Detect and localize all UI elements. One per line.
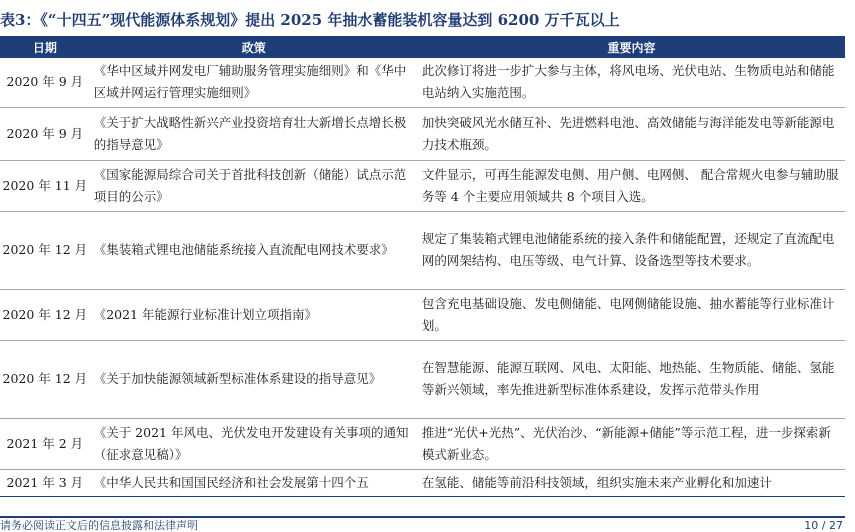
row-content: 规定了集装箱式锂电池储能系统的接入条件和储能配置，还规定了直流配电网的网架结构、电压等级、电气计算、设备选型等技术要求。 bbox=[418, 211, 845, 289]
row-date: 2020 年 12 月 bbox=[0, 340, 90, 418]
table-row bbox=[0, 211, 845, 289]
header-date: 日期 bbox=[0, 36, 90, 58]
row-date: 2021 年 2 月 bbox=[0, 418, 90, 469]
row-policy: 《华中区域并网发电厂辅助服务管理实施细则》和《华中区域并网运行管理实施细则》 bbox=[90, 58, 418, 107]
disclaimer-note: 请务必阅读正文后的信息披露和法律声明 bbox=[0, 519, 198, 532]
row-date: 2020 年 12 月 bbox=[0, 289, 90, 340]
policy-table bbox=[0, 36, 845, 497]
row-content: 包含充电基础设施、发电侧储能、电网侧储能设施、抽水蓄能等行业标准计划。 bbox=[418, 289, 845, 340]
table-row bbox=[0, 418, 845, 469]
table-row bbox=[0, 340, 845, 418]
table-title: 表3：《“十四五”现代能源体系规划》提出 2025 年抽水蓄能装机容量达到 6200 万千瓦以上 bbox=[0, 11, 620, 29]
page-number: 10 / 27 bbox=[804, 519, 843, 532]
table-row bbox=[0, 58, 845, 107]
row-date: 2020 年 11 月 bbox=[0, 160, 90, 211]
footer-rule bbox=[0, 516, 845, 518]
table-row bbox=[0, 107, 845, 160]
row-content: 加快突破风光水储互补、先进燃料电池、高效储能与海洋能发电等新能源电力技术瓶颈。 bbox=[418, 107, 845, 160]
row-content: 文件显示，可再生能源发电侧、用户侧、电网侧、 配合常规火电参与辅助服务等 4 个主要应用领域共 8 个项目入选。 bbox=[418, 160, 845, 211]
page-footer bbox=[0, 514, 855, 532]
row-date: 2021 年 3 月 bbox=[0, 469, 90, 496]
row-policy: 《中华人民共和国国民经济和社会发展第十四个五 bbox=[90, 469, 418, 496]
row-date: 2020 年 12 月 bbox=[0, 211, 90, 289]
row-policy: 《集装箱式锂电池储能系统接入直流配电网技术要求》 bbox=[90, 211, 418, 289]
row-policy: 《关于加快能源领域新型标准体系建设的指导意见》 bbox=[90, 340, 418, 418]
row-content: 推进“光伏+光热”、光伏治沙、“新能源+储能”等示范工程，进一步探索新模式新业态。 bbox=[418, 418, 845, 469]
row-date: 2020 年 9 月 bbox=[0, 107, 90, 160]
table-header-row bbox=[0, 36, 845, 58]
header-policy: 政策 bbox=[90, 36, 418, 58]
row-content: 此次修订将进一步扩大参与主体，将风电场、光伏电站、生物质电站和储能电站纳入实施范围。 bbox=[418, 58, 845, 107]
row-content: 在氢能、储能等前沿科技领域，组织实施未来产业孵化和加速计 bbox=[418, 469, 845, 496]
row-policy: 《关于扩大战略性新兴产业投资培育壮大新增长点增长极的指导意见》 bbox=[90, 107, 418, 160]
row-date: 2020 年 9 月 bbox=[0, 58, 90, 107]
header-content: 重要内容 bbox=[418, 36, 845, 58]
table-row bbox=[0, 289, 845, 340]
row-content: 在智慧能源、能源互联网、风电、太阳能、地热能、生物质能、储能、氢能等新兴领域，率先推进新型标准体系建设，发挥示范带头作用 bbox=[418, 340, 845, 418]
row-policy: 《国家能源局综合司关于首批科技创新（储能）试点示范项目的公示》 bbox=[90, 160, 418, 211]
row-policy: 《2021 年能源行业标准计划立项指南》 bbox=[90, 289, 418, 340]
table-row bbox=[0, 160, 845, 211]
row-policy: 《关于 2021 年风电、光伏发电开发建设有关事项的通知（征求意见稿）》 bbox=[90, 418, 418, 469]
table-row bbox=[0, 469, 845, 496]
